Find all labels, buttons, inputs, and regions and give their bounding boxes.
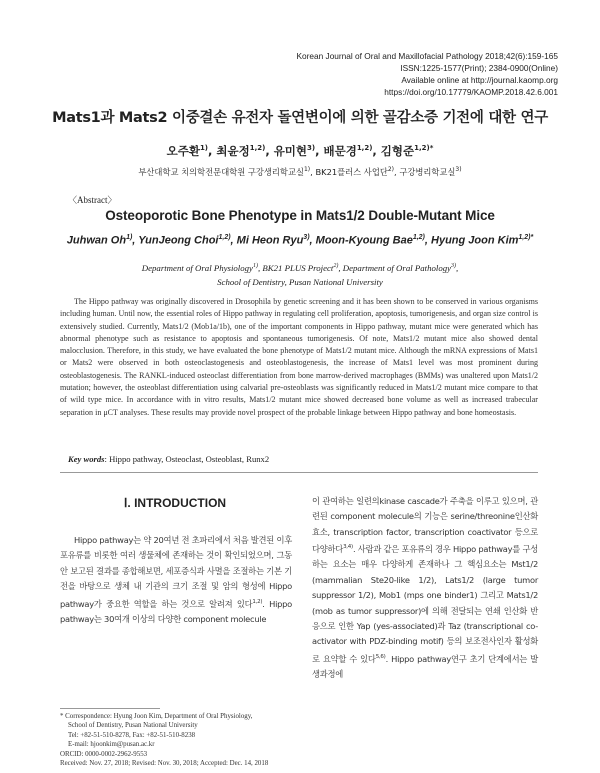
english-title: Osteoporotic Bone Phenotype in Mats1/2 Double-Mutant Mice xyxy=(105,208,495,223)
author-sup: 1) xyxy=(126,234,133,241)
body-paragraph xyxy=(312,494,538,682)
abstract-label: 〈Abstract〉 xyxy=(68,195,117,205)
english-affiliation-line1 xyxy=(0,259,600,275)
body-text: . Hippo pathway는 30여개 이상의 다양한 component molecule xyxy=(60,598,292,624)
author-sup: 1,2)* xyxy=(414,144,434,153)
author-sep: , xyxy=(424,234,432,247)
affiliation-text: 부산대학교 치의학전문대학원 구강생리학교실 xyxy=(138,167,304,177)
citation-sup: 1,2) xyxy=(252,598,263,605)
citation-sup: 3,4) xyxy=(343,544,353,551)
journal-citation: Korean Journal of Oral and Maxillofacial Pathology 2018;42(6):159-165 xyxy=(296,51,558,61)
affiliation-text: 구강병리학교실 xyxy=(399,167,456,177)
author-name: 유미현 xyxy=(273,144,308,158)
body-text: . Hippo pathway연구 초기 단계에서는 발생과정에 xyxy=(312,653,538,679)
affiliation-sep: , xyxy=(338,262,343,273)
affiliation-text: BK21플러스 사업단 xyxy=(315,167,388,177)
author-name: Juhwan Oh xyxy=(66,234,127,247)
author-name: 배문경 xyxy=(323,144,357,158)
affiliation-text: Department of Oral Physiology xyxy=(141,262,253,273)
author-sep: , xyxy=(372,144,381,158)
abstract-divider xyxy=(60,472,538,473)
author-sup: 1,2) xyxy=(412,234,425,241)
affiliation-sep: , xyxy=(310,167,316,177)
author-name: YunJeong Choi xyxy=(138,234,219,247)
author-name: 오주환 xyxy=(166,144,200,158)
author-sep: , xyxy=(265,144,274,158)
abstract-text: The Hippo pathway was originally discovered in Drosophila by genetic screening and it has been shown to be conserved in various organisms including human. Until now, the essential roles of Hippo pathway in regulating cell proliferation, apoptosis, tumorigenesis, and organ size control is extensively studied. Currently, Mats1/2 (Mob1a/1b), one of the important components in Hippo pathway, mutant mice were generated which has abnormal phenotype such as resistance to apoptosis and spontaneous tumorigenesis. Of note, Mats1/2 mutant mice also showed dental malocclusion. Therefore, in this study, we have evaluated the bone phenotype of Mats1/2 mutant mice. Although the mRNA expressions of Mats1 or Mats2 were observed in both osteoclastogenesis and osteoblastogenesis, the increase of Mats1 level was most prominent during osteoblastogenesis. The RANKL-induced osteoclast differentiation from bone marrow-derived macrophages (BMMs) was unaltered upon Mats1/2 mutation; however, the osteoblast differentiation using calvarial pre-osteoblasts was significantly reduced in Mats1/2 mutant mice compare to that of wild type mice. In accordance with in vitro results, Mats1/2 mutant mice showed decreased bone volume as well as increased trabecular separation in μCT analyses. These results may provide novel prospect of the probable linkage between Hippo pathway and bone homeostasis. xyxy=(60,297,538,417)
korean-authors xyxy=(0,143,600,159)
affiliation-sup: 1) xyxy=(252,263,258,269)
keywords xyxy=(68,454,269,464)
footnote-email[interactable]: E-mail: hjoonkim@pusan.ac.kr xyxy=(68,741,155,749)
author-name: Mi Heon Ryu xyxy=(236,234,304,247)
journal-doi[interactable]: https://doi.org/10.17779/KAOMP.2018.42.6.001 xyxy=(384,87,558,97)
author-sup: 1,2) xyxy=(249,144,266,153)
author-sep: , xyxy=(132,234,139,247)
author-sup: 3) xyxy=(307,144,316,153)
author-sep: , xyxy=(309,234,316,247)
affiliation-sep: , xyxy=(257,262,263,273)
author-name: Moon-Kyoung Bae xyxy=(315,234,413,247)
author-sup: 3) xyxy=(303,234,310,241)
author-sep: , xyxy=(230,234,237,247)
footnote-divider xyxy=(60,708,160,709)
journal-header xyxy=(296,50,558,98)
korean-title: Mats1과 Mats2 이중결손 유전자 돌연변이에 의한 골감소증 기전에 대한 연구 xyxy=(52,110,548,126)
footnote-orcid: ORCID: 0000-0002-2962-9553 xyxy=(60,750,148,758)
english-authors xyxy=(0,234,600,247)
affiliation-sup: 3) xyxy=(451,263,457,269)
affiliation-text: BK21 PLUS Project xyxy=(262,262,334,273)
body-text: Hippo pathway는 약 20여년 전 초파리에서 처음 발견된 이후 포유류를 비롯한 여러 생물체에 존재하는 것이 확인되었으며, 그동안 보고된 결과를 종합해보면, 세포증식과 사멸을 조절하는 기본 기전을 바탕으로 생체 내 기관의 크기 조절 및 암의 형성에 Hippo pathway가 중요한 역할을 하는 것으로 알려져 있다 xyxy=(60,535,292,609)
footnote-dates: Received: Nov. 27, 2018; Revised: Nov. 30, 2018; Accepted: Dec. 14, 2018 xyxy=(60,760,269,768)
affiliation-sup: 2) xyxy=(333,263,339,269)
body-right-column xyxy=(312,494,538,682)
affiliation-sup: 2) xyxy=(387,166,395,174)
korean-affiliation xyxy=(0,166,600,178)
author-sup: 1,2)* xyxy=(518,234,534,241)
author-sep: , xyxy=(208,144,217,158)
author-sup: 1) xyxy=(199,144,209,153)
keywords-list: : Hippo pathway, Osteoclast, Osteoblast, Runx2 xyxy=(104,454,270,464)
footnote-line: * Correspondence: Hyung Joon Kim, Department of Oral Physiology, xyxy=(60,713,253,720)
affiliation-text: Department of Oral Pathology xyxy=(342,262,452,273)
author-name: Hyung Joon Kim xyxy=(431,234,519,247)
english-affiliation-line2: School of Dentistry, Pusan National University xyxy=(217,276,383,287)
author-name: 김형준 xyxy=(380,144,415,158)
body-text: 이 관여하는 일련의kinase cascade가 주축을 이루고 있으며, 관련된 component molecule의 기능은 serine/threonine인산화효소, transcription factor, transcription coactivator 등으로 다양하다 xyxy=(312,496,538,554)
citation-sup: 5,6) xyxy=(375,653,386,660)
footnote-line: School of Dentistry, Pusan National University xyxy=(68,722,198,730)
correspondence-footnote xyxy=(60,712,300,768)
author-name: 최윤정 xyxy=(216,144,250,158)
affiliation-sep: , xyxy=(456,262,459,273)
affiliation-sup: 1) xyxy=(303,166,311,174)
affiliation-sep: , xyxy=(394,167,400,177)
keywords-label: Key words xyxy=(68,454,105,464)
english-affiliation xyxy=(0,259,600,289)
author-sup: 1,2) xyxy=(218,234,231,241)
affiliation-sup: 3) xyxy=(455,166,462,174)
body-left-column xyxy=(60,533,292,627)
journal-issn: ISSN:1225-1577(Print); 2384-0900(Online) xyxy=(400,63,558,73)
footnote-line: Tel: +82-51-510-8278, Fax: +82-51-510-8238 xyxy=(68,731,196,739)
body-text: . 사람과 같은 포유류의 경우 Hippo pathway를 구성하는 요소는 매우 다양하게 존재하나 그 핵심요소는 Mst1/2 (mammalian Ste20-like 1/2), Lats1/2 (large tumor suppressor 1/2), Mob1 (mps one binder1) 그리고 Mats1/2 (mob as tumor suppressor)에 의해 전달되는 연쇄 인산화 반응으로 인한 Yap (yes-associated)과 Taz (transcriptional co-activator with PDZ-binding motif) 등의 보조전사인자 활성화로 요약할 수 있다 xyxy=(312,543,538,664)
author-sep: , xyxy=(315,144,324,158)
body-paragraph xyxy=(60,533,292,627)
author-sup: 1,2) xyxy=(356,144,373,153)
section-heading-introduction: Ⅰ. INTRODUCTION xyxy=(123,496,227,510)
journal-url[interactable]: Available online at http://journal.kaomp.org xyxy=(401,75,558,85)
